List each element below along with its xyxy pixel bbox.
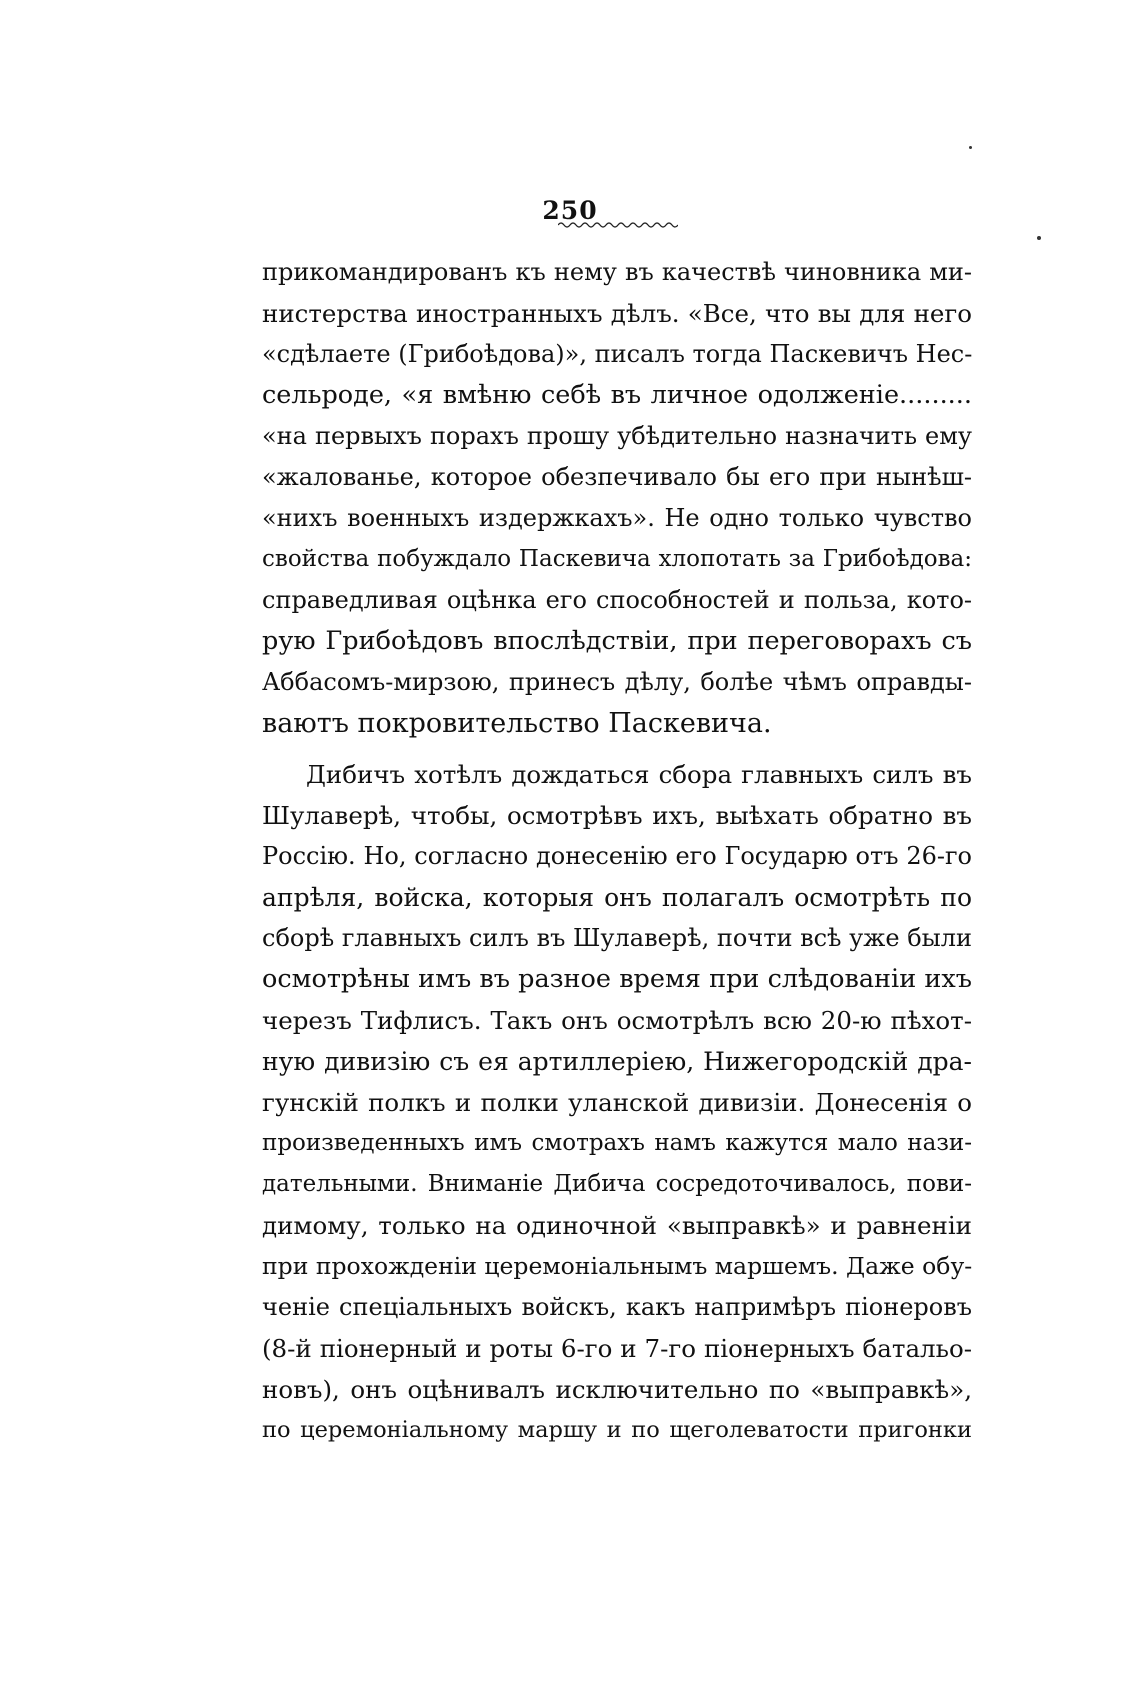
- text-line: ваютъ покровительство Паскевича.: [262, 708, 772, 739]
- page-number-ornament: [558, 220, 678, 230]
- text-line: Аббасомъ-мирзою, принесъ дѣлу, болѣе чѣмъ оправды-: [262, 668, 972, 696]
- text-line: при прохожденіи церемоніальнымъ маршемъ. Даже обу-: [262, 1252, 972, 1280]
- text-line: гунскій полкъ и полки уланской дивизіи. Донесенія о: [262, 1088, 972, 1117]
- text-line: «нихъ военныхъ издержкахъ». Не одно только чувство: [262, 504, 972, 532]
- page-speck: [1037, 236, 1041, 240]
- text-line: прикомандированъ къ нему въ качествѣ чиновника ми-: [262, 258, 972, 286]
- text-line: по церемоніальному маршу и по щеголеватости пригонки: [262, 1417, 972, 1443]
- text-line: рую Грибоѣдовъ впослѣдствіи, при переговорахъ съ: [262, 626, 972, 656]
- text-line: ную дивизію съ ея артиллеріею, Нижегородскій дра-: [262, 1047, 972, 1076]
- text-line: произведенныхъ имъ смотрахъ намъ кажутся мало нази-: [262, 1130, 972, 1156]
- page-speck: [969, 146, 972, 149]
- text-line: димому, только на одиночной «выправкѣ» и равненіи: [262, 1211, 972, 1240]
- text-line: Шулаверѣ, чтобы, осмотрѣвъ ихъ, выѣхать обратно въ: [262, 801, 972, 830]
- text-line: Дибичъ хотѣлъ дождаться сбора главныхъ силъ въ: [306, 760, 972, 789]
- text-line: «жалованье, которое обезпечивало бы его при нынѣш-: [262, 463, 972, 491]
- paragraph: [262, 754, 972, 1451]
- body-text: [262, 252, 972, 1451]
- text-line: сборѣ главныхъ силъ въ Шулаверѣ, почти всѣ уже были: [262, 924, 972, 952]
- text-line: черезъ Тифлисъ. Такъ онъ осмотрѣлъ всю 20-ю пѣхот-: [262, 1006, 972, 1035]
- text-line: осмотрѣны имъ въ разное время при слѣдованіи ихъ: [262, 964, 972, 994]
- text-line: свойства побуждало Паскевича хлопотать за Грибоѣдова:: [262, 546, 972, 572]
- text-line: сельроде, «я вмѣню себѣ въ личное одолженіе.........: [262, 380, 972, 410]
- text-line: нистерства иностранныхъ дѣлъ. «Все, что вы для него: [262, 299, 972, 328]
- paragraph: [262, 252, 972, 744]
- text-line: апрѣля, войска, которыя онъ полагалъ осмотрѣть по: [262, 883, 972, 912]
- paragraph-gap: [262, 744, 972, 754]
- text-line: справедливая оцѣнка его способностей и польза, кото-: [262, 586, 972, 614]
- text-line: «сдѣлаете (Грибоѣдова)», писалъ тогда Паскевичъ Нес-: [262, 340, 972, 368]
- text-line: (8-й піонерный и роты 6-го и 7-го піонерныхъ батальо-: [262, 1334, 972, 1363]
- text-line: Россію. Но, согласно донесенію его Государю отъ 26-го: [262, 842, 972, 870]
- text-line: «на первыхъ порахъ прошу убѣдительно назначить ему: [262, 422, 972, 450]
- text-line: новъ), онъ оцѣнивалъ исключительно по «выправкѣ»,: [262, 1375, 972, 1404]
- text-line: дательными. Вниманіе Дибича сосредоточивалось, пови-: [262, 1171, 972, 1197]
- page-number: 250: [542, 196, 598, 225]
- text-line: ченіе спеціальныхъ войскъ, какъ напримѣръ піонеровъ: [262, 1293, 972, 1321]
